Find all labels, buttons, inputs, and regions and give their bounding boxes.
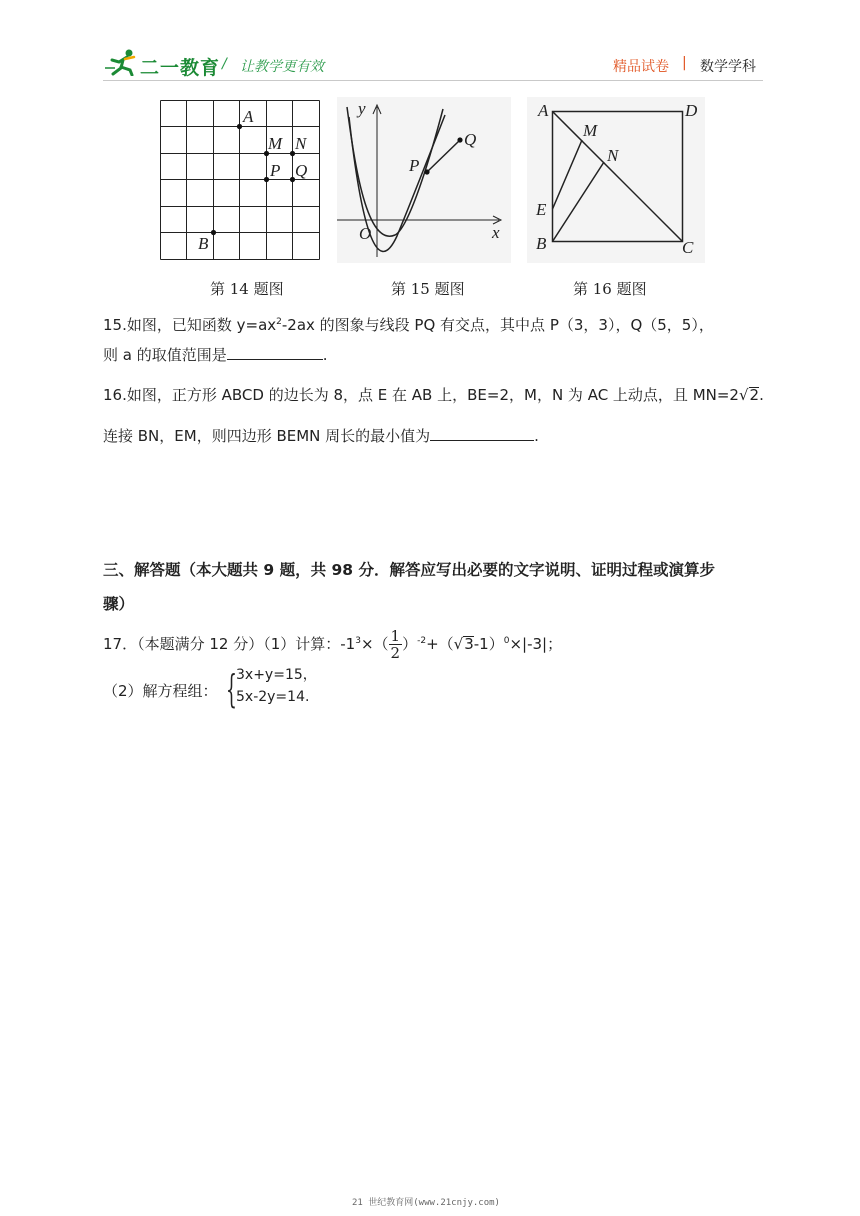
logo-text: 二一教育 xyxy=(140,58,221,79)
figure-14 xyxy=(160,100,320,260)
q15-answer-blank[interactable] xyxy=(227,343,323,360)
label-c: C xyxy=(682,238,694,257)
label-n: N xyxy=(295,134,307,153)
header-label-exam: 精品试卷 xyxy=(613,59,669,75)
header-label-subject: 数学学科 xyxy=(700,59,756,75)
point-p xyxy=(264,177,269,182)
fraction-one-half xyxy=(389,628,403,661)
question-15-line1 xyxy=(103,311,714,336)
segment-bn xyxy=(553,162,605,242)
label-b: B xyxy=(536,234,547,253)
q17-text-d: +（ xyxy=(426,635,454,653)
label-a: A xyxy=(243,107,254,126)
footer-text: 21 世纪教育网(www.21cnjy.com) xyxy=(352,1198,500,1208)
slogan: 让教学更有效 xyxy=(240,59,324,75)
question-16-line2 xyxy=(103,424,539,447)
figure-16 xyxy=(527,97,705,263)
q17-exp-1: 3 xyxy=(355,636,361,646)
diagonal-ac xyxy=(553,112,683,242)
segment-pq xyxy=(427,140,460,172)
q17-exp-2: -2 xyxy=(417,636,427,646)
logo-runner-icon xyxy=(103,48,139,76)
label-e: E xyxy=(536,200,547,219)
fraction-denominator: 2 xyxy=(390,644,401,662)
point-q xyxy=(457,137,462,142)
equation-1: 3x+y=15， xyxy=(236,667,317,683)
question-15-line2 xyxy=(103,343,328,366)
section-3-heading-line2: 骤） xyxy=(103,595,135,613)
q15-text-b: -2ax 的图象与线段 PQ 有交点，其中点 P（3，3），Q（5，5）， xyxy=(281,316,714,334)
label-m: M xyxy=(268,134,283,153)
q16-period: . xyxy=(759,386,764,404)
sqrt-symbol: √ xyxy=(738,386,749,404)
q17-radicand: 3 xyxy=(464,635,474,653)
q17-text-e: -1） xyxy=(473,635,504,653)
label-p: P xyxy=(409,156,420,175)
point-b xyxy=(211,230,216,235)
label-o: O xyxy=(359,224,372,243)
label-n: N xyxy=(607,146,619,165)
question-16-line1 xyxy=(103,384,764,406)
q15-period: . xyxy=(322,346,328,364)
label-a: A xyxy=(538,101,549,120)
slogan-slash: / xyxy=(222,56,227,72)
q16-period-2: . xyxy=(534,427,539,445)
label-b: B xyxy=(198,234,209,253)
parabola-figure xyxy=(337,97,511,263)
fraction-numerator: 1 xyxy=(390,627,401,645)
caption-fig14: 第 14 题图 xyxy=(210,280,284,298)
q17-text-f: ×|-3|； xyxy=(509,635,563,653)
equation-2: 5x-2y=14. xyxy=(236,689,310,705)
point-p xyxy=(424,169,429,174)
q16-text-a: 16.如图，正方形 ABCD 的边长为 8，点 E 在 AB 上，BE=2，M，N 为 AC 上动点，且 MN=2 xyxy=(103,386,739,404)
label-y: y xyxy=(358,99,366,118)
question-17-part1 xyxy=(103,624,562,661)
segment-em xyxy=(553,140,583,209)
header-rule xyxy=(103,80,763,81)
q16-radicand: 2 xyxy=(749,386,760,404)
label-x: x xyxy=(492,223,500,242)
q16-answer-blank[interactable] xyxy=(430,424,534,441)
q17-text-b: ×（ xyxy=(360,635,389,653)
header-divider: | xyxy=(682,55,687,71)
label-q: Q xyxy=(295,161,308,180)
square-figure xyxy=(527,97,705,263)
equation-system-brace: { xyxy=(226,667,237,711)
figure-15 xyxy=(337,97,511,263)
label-d: D xyxy=(685,101,698,120)
sqrt-symbol: √ xyxy=(453,635,464,653)
q15-text-a: 15.如图，已知函数 y=ax xyxy=(103,316,277,334)
caption-fig15: 第 15 题图 xyxy=(391,280,465,298)
q17-exp-3: 0 xyxy=(503,636,510,646)
grid-figure xyxy=(160,100,320,260)
label-m: M xyxy=(583,121,598,140)
caption-fig16: 第 16 题图 xyxy=(573,280,647,298)
header xyxy=(0,0,860,82)
q15-exponent: 2 xyxy=(276,317,282,327)
q17-text-c: ） xyxy=(402,635,418,653)
q17-text-a: 17．（本题满分 12 分）（1）计算：-1 xyxy=(103,635,356,653)
question-17-part2-label: （2）解方程组： xyxy=(103,682,218,700)
point-a xyxy=(237,124,242,129)
label-p: P xyxy=(270,161,281,180)
section-3-heading-line1: 三、解答题（本大题共 9 题，共 98 分．解答应写出必要的文字说明、证明过程或演算步 xyxy=(103,561,715,579)
label-q: Q xyxy=(464,130,477,149)
q15-text-c: 则 a 的取值范围是 xyxy=(103,346,227,364)
q16-text-b: 连接 BN，EM，则四边形 BEMN 周长的最小值为 xyxy=(103,427,431,445)
